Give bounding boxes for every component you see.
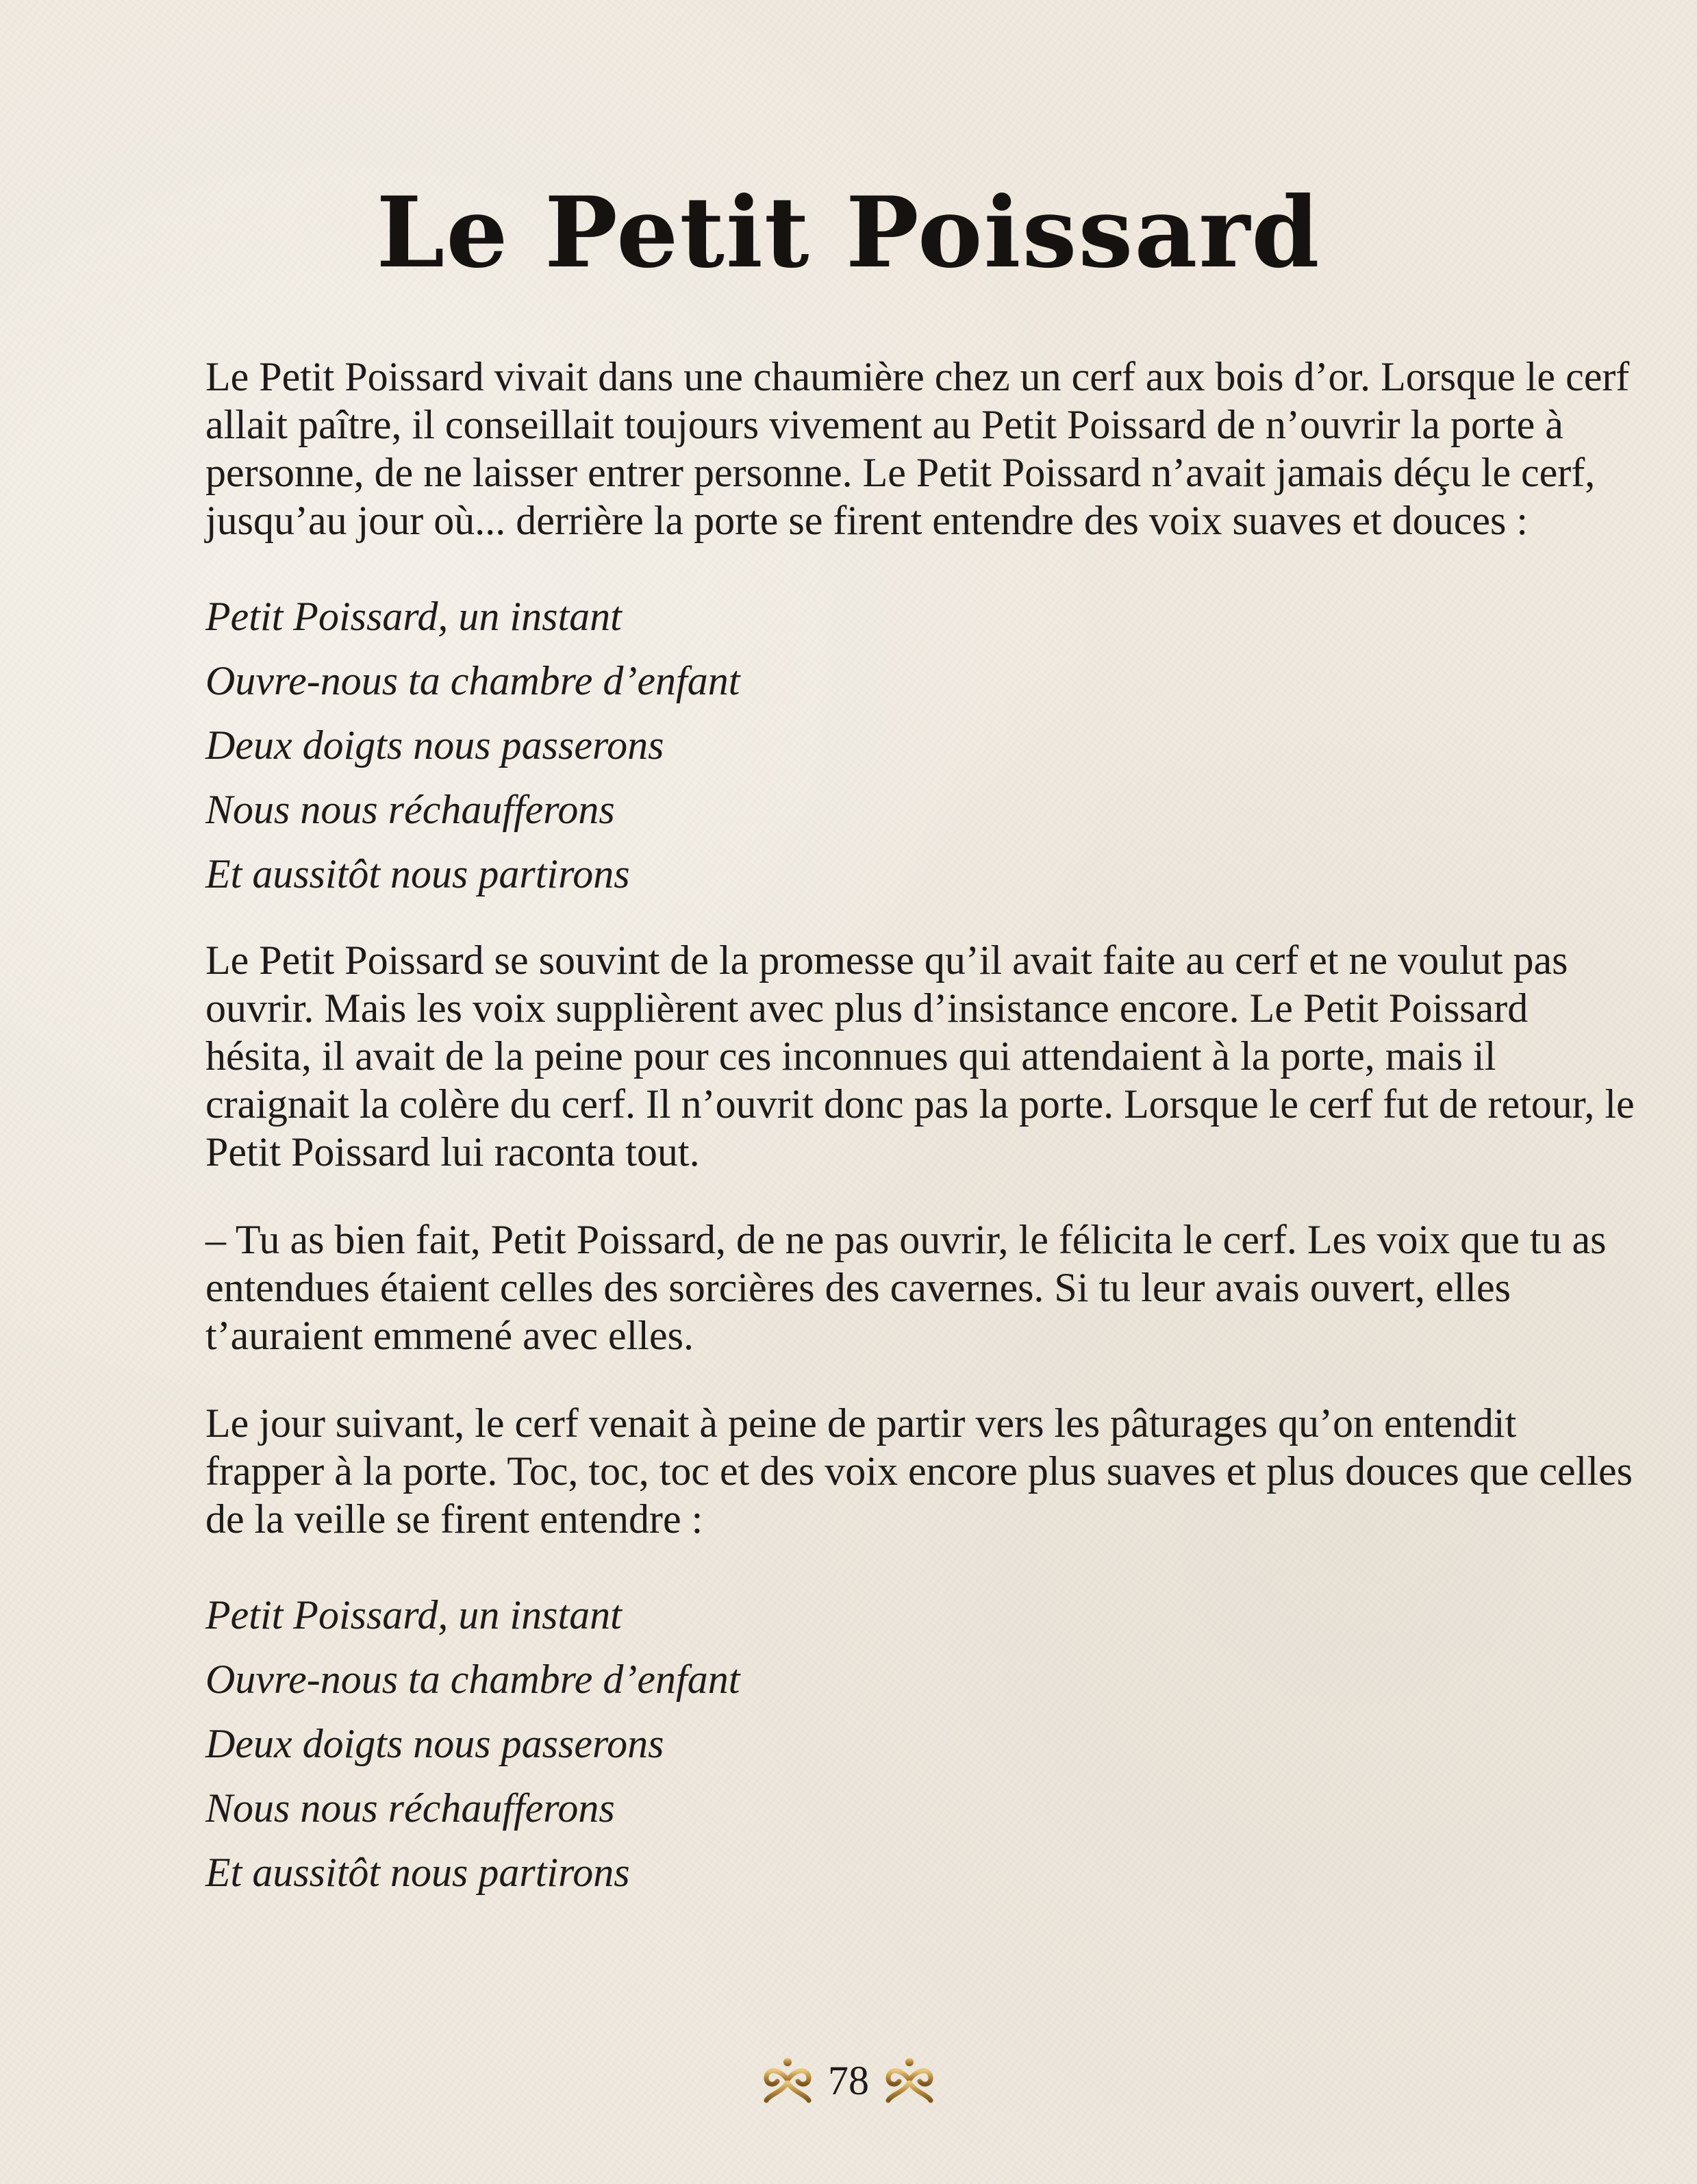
gold-scroll-ornament-icon	[759, 2055, 816, 2106]
poem-line: Nous nous réchaufferons	[205, 787, 615, 832]
poem-line: Et aussitôt nous partirons	[205, 851, 630, 896]
page-title: Le Petit Poissard	[376, 176, 1321, 290]
poem-line: Nous nous réchaufferons	[205, 1785, 615, 1831]
paragraph-4: Le jour suivant, le cerf venait à peine de partir vers les pâturages qu’on entendit frapper à la porte. Toc, toc, toc et des voix encore plus suaves et plus douces que celles de la veille se firent entendre :	[205, 1401, 1633, 1542]
poem-verse-1	[205, 584, 1637, 906]
poem-line: Et aussitôt nous partirons	[205, 1850, 630, 1895]
paragraph-3: – Tu as bien fait, Petit Poissard, de ne pas ouvrir, le félicita le cerf. Les voix que tu as entendues étaient celles des sorcières des cavernes. Si tu leur avais ouvert, elles t’auraient emmené avec elles.	[205, 1217, 1607, 1358]
poem-line: Deux doigts nous passerons	[205, 1721, 664, 1766]
poem-line: Petit Poissard, un instant	[205, 594, 622, 639]
page-footer	[0, 2053, 1697, 2108]
poem-line: Deux doigts nous passerons	[205, 723, 664, 768]
paragraph-2: Le Petit Poissard se souvint de la promesse qu’il avait faite au cerf et ne voulut pas ouvrir. Mais les voix supplièrent avec plus d’insistance encore. Le Petit Poissard hésita, il avait de la peine pour ces inconnues qui attendaient à la porte, mais il craignait la colère du cerf. Il n’ouvrit donc pas la porte. Lorsque le cerf fut de retour, le Petit Poissard lui raconta tout.	[205, 938, 1635, 1175]
poem-line: Ouvre-nous ta chambre d’enfant	[205, 1657, 740, 1702]
paragraph-1: Le Petit Poissard vivait dans une chaumière chez un cerf aux bois d’or. Lorsque le cerf allait paître, il conseillait toujours vivement au Petit Poissard de n’ouvrir la porte à personne, de ne laisser entrer personne. Le Petit Poissard n’avait jamais déçu le cerf, jusqu’au jour où... derrière la porte se firent entendre des voix suaves et douces :	[205, 354, 1630, 543]
gold-scroll-ornament-icon	[881, 2055, 938, 2106]
poem-line: Ouvre-nous ta chambre d’enfant	[205, 658, 740, 703]
poem-line: Petit Poissard, un instant	[205, 1592, 622, 1637]
page-number: 78	[828, 2058, 869, 2103]
story-text	[205, 353, 1637, 1935]
poem-verse-2	[205, 1583, 1637, 1905]
